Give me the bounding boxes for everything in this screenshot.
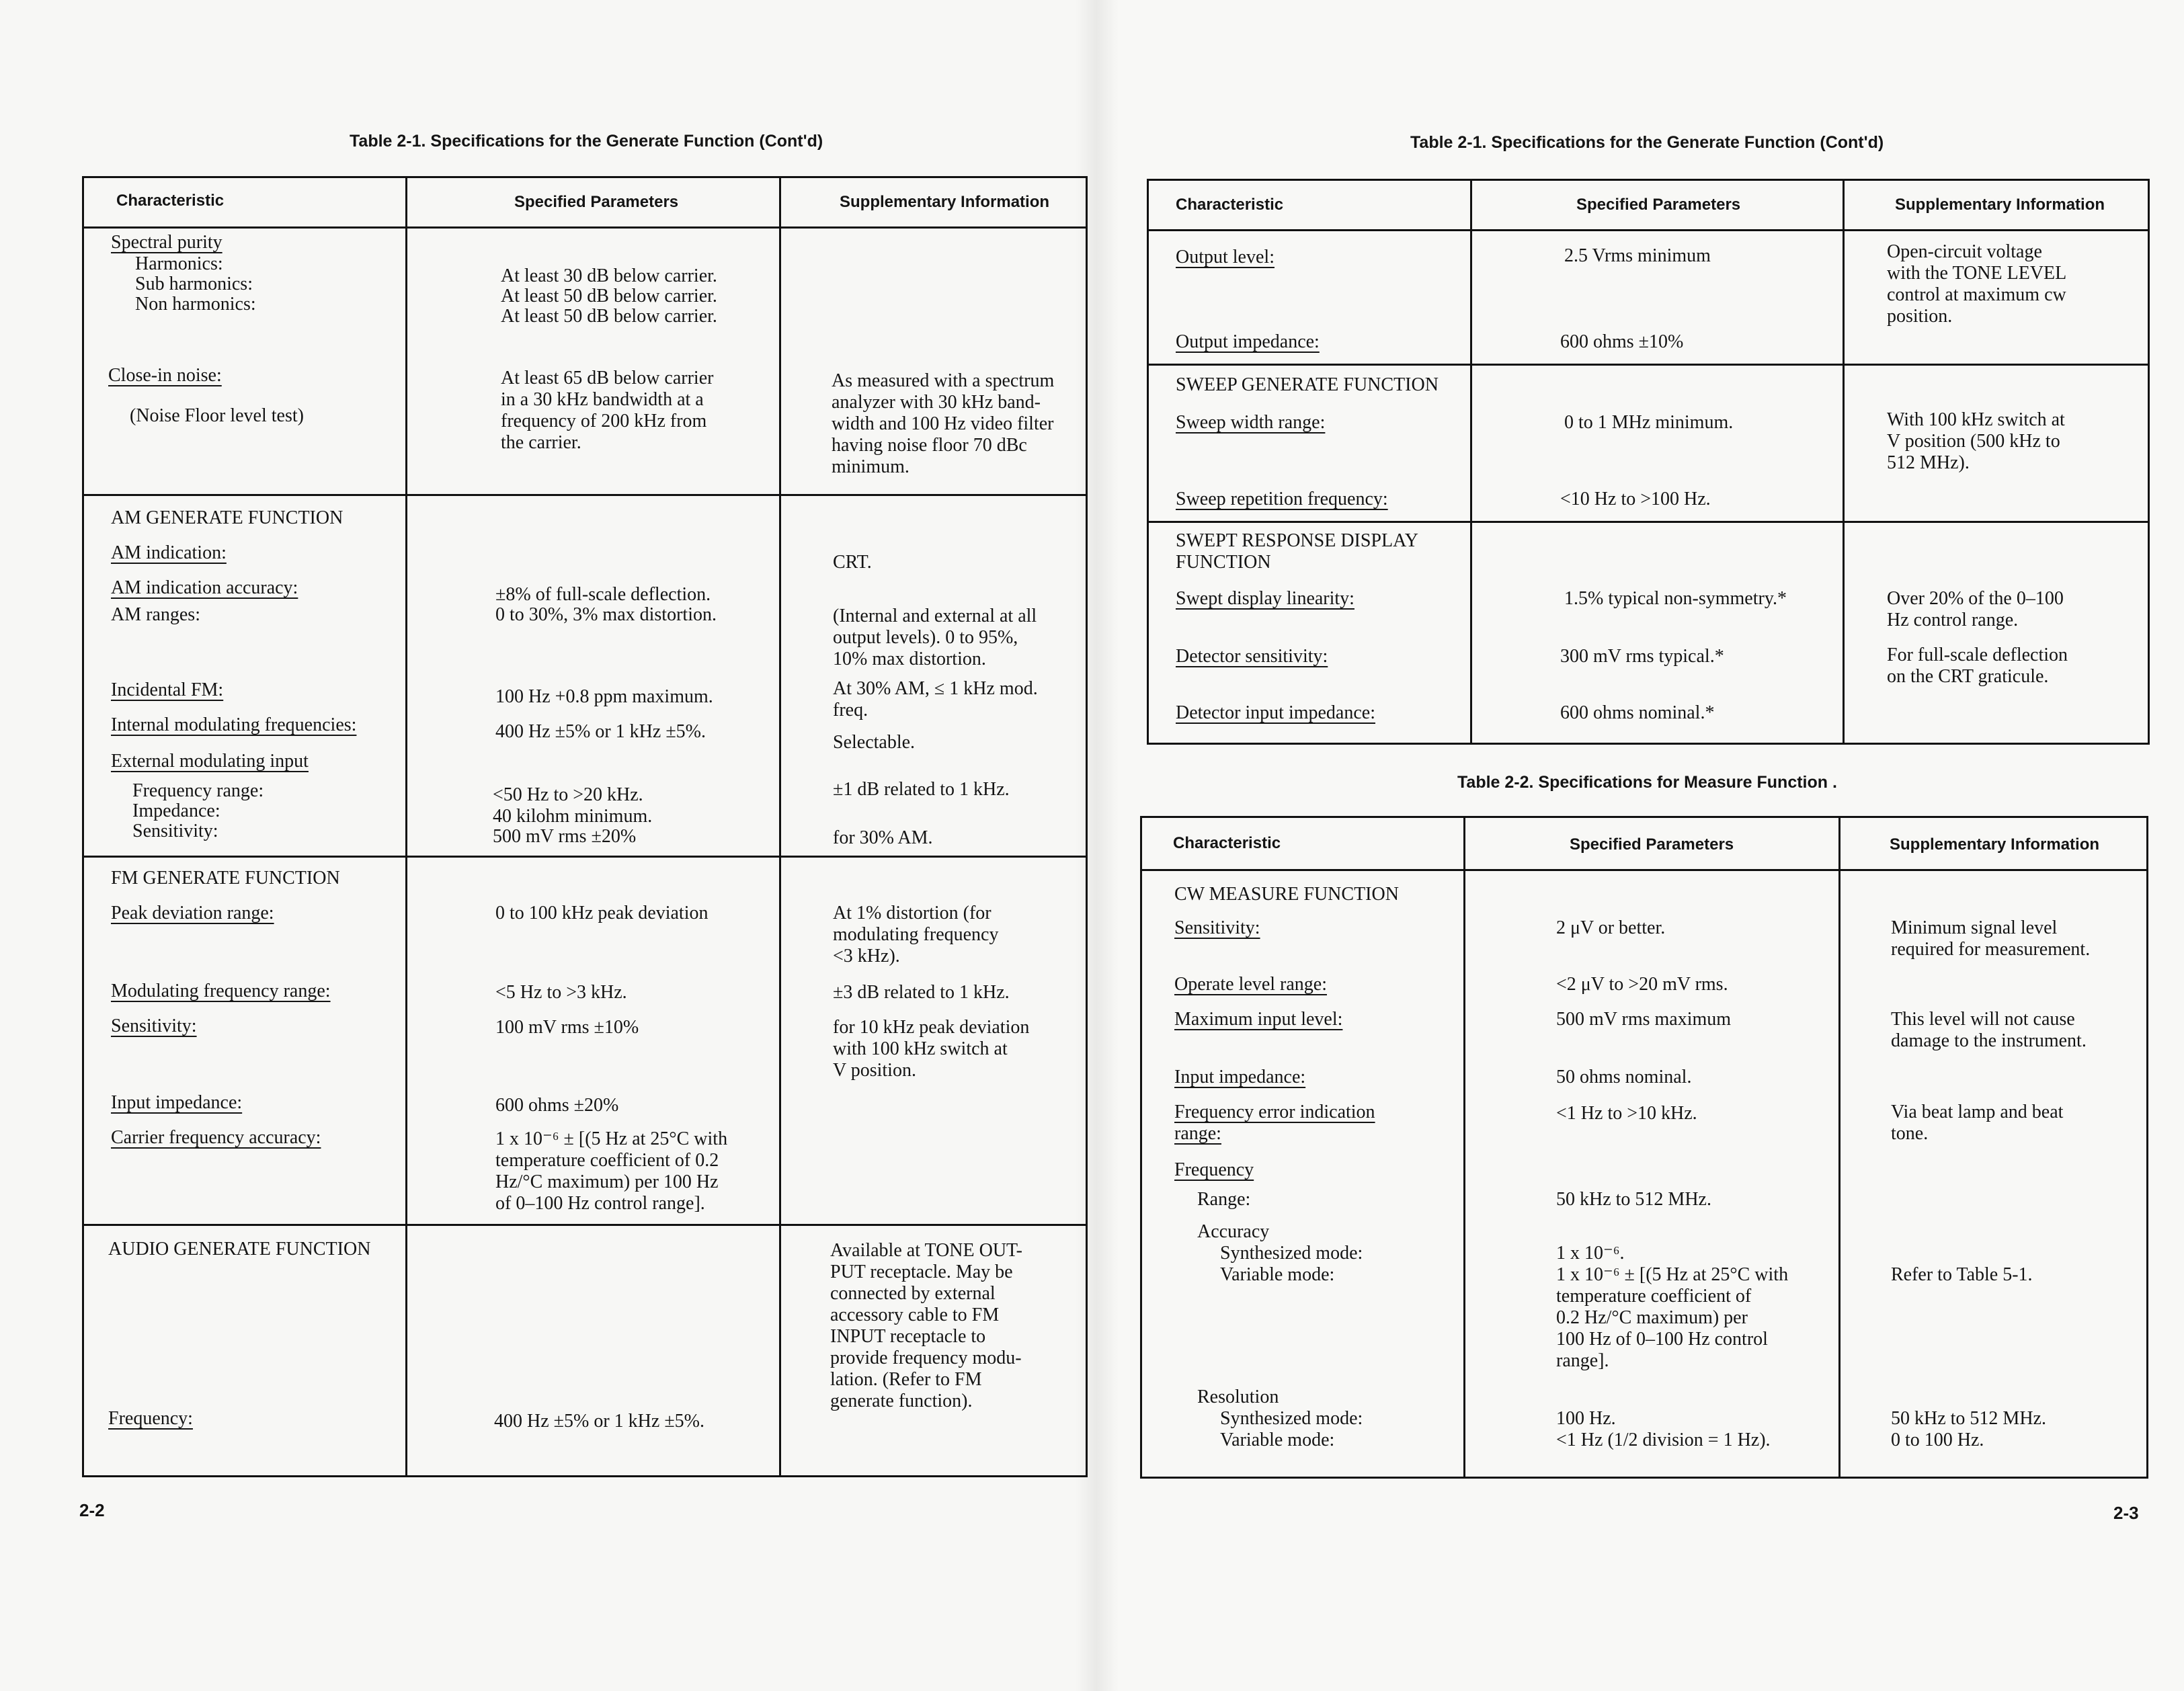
supplementary-text: ±1 dB related to 1 kHz. (833, 779, 1010, 800)
characteristic-label: Spectral purity (111, 232, 223, 253)
parameter-text: 1 x 10⁻⁶ ± [(5 Hz at 25°C with (1556, 1264, 1789, 1285)
table-title: Table 2-2. Specifications for Measure Function . (1457, 773, 1837, 792)
supplementary-text: This level will not cause (1891, 1009, 2075, 1030)
parameter-text: 0 to 1 MHz minimum. (1564, 412, 1734, 433)
characteristic-label: Sweep width range: (1176, 412, 1326, 433)
column-divider (1838, 818, 1841, 1477)
section-heading: AM GENERATE FUNCTION (111, 507, 343, 528)
header-divider (84, 226, 1086, 229)
supplementary-text: INPUT receptacle to (830, 1326, 986, 1347)
characteristic-label: Frequency: (108, 1408, 193, 1429)
parameter-text: 0.2 Hz/°C maximum) per (1556, 1307, 1748, 1328)
characteristic-label: Variable mode: (1220, 1430, 1335, 1450)
supplementary-text: for 30% AM. (833, 827, 933, 848)
supplementary-text: (Internal and external at all (833, 606, 1037, 626)
characteristic-label: External modulating input (111, 751, 309, 772)
supplementary-text: 10% max distortion. (833, 649, 986, 669)
supplementary-text: For full-scale deflection (1887, 645, 2068, 665)
characteristic-label: Variable mode: (1220, 1264, 1335, 1285)
section-divider (1149, 364, 2148, 366)
spec-table (82, 176, 1088, 1477)
parameter-text: <2 μV to >20 mV rms. (1556, 974, 1728, 995)
column-divider (1463, 818, 1465, 1477)
parameter-text: 500 mV rms maximum (1556, 1009, 1732, 1030)
characteristic-label: Input impedance: (111, 1092, 243, 1113)
parameter-text: ±8% of full-scale deflection. (495, 584, 711, 605)
parameter-text: <5 Hz to >3 kHz. (495, 982, 627, 1003)
characteristic-label: AM indication: (111, 542, 227, 563)
characteristic-label: Detector input impedance: (1176, 702, 1375, 723)
supplementary-text: V position. (833, 1060, 916, 1081)
supplementary-text: At 1% distortion (for (833, 903, 992, 923)
characteristic-label: Frequency error indication (1174, 1102, 1375, 1122)
characteristic-label: Input impedance: (1174, 1067, 1306, 1087)
supplementary-text: tone. (1891, 1123, 1929, 1144)
characteristic-label: Sweep repetition frequency: (1176, 489, 1388, 509)
parameter-text: 100 Hz of 0–100 Hz control (1556, 1329, 1768, 1350)
parameter-text: 1 x 10⁻⁶. (1556, 1243, 1625, 1264)
characteristic-label: Frequency range: (132, 780, 264, 801)
supplementary-text: CRT. (833, 552, 872, 573)
supplementary-text: minimum. (832, 456, 909, 477)
supplementary-text: Minimum signal level (1891, 917, 2058, 938)
characteristic-label: (Noise Floor level test) (130, 405, 304, 426)
supplementary-text: Refer to Table 5-1. (1891, 1264, 2033, 1285)
parameter-text: frequency of 200 kHz from (501, 411, 707, 431)
supplementary-text: ±3 dB related to 1 kHz. (833, 982, 1010, 1003)
parameter-text: 2 μV or better. (1556, 917, 1666, 938)
parameter-text: 0 to 100 kHz peak deviation (495, 903, 709, 923)
supplementary-text: V position (500 kHz to (1887, 431, 2060, 452)
characteristic-label: Sensitivity: (1174, 917, 1260, 938)
parameter-text: 600 ohms ±20% (495, 1095, 619, 1116)
spec-table (1147, 179, 2150, 745)
characteristic-label: Close-in noise: (108, 365, 222, 386)
parameter-text: 1 x 10⁻⁶ ± [(5 Hz at 25°C with (495, 1128, 728, 1149)
supplementary-text: Open-circuit voltage (1887, 241, 2042, 262)
parameter-text: At least 50 dB below carrier. (501, 306, 717, 327)
section-heading: FUNCTION (1176, 552, 1271, 573)
supplementary-text: 0 to 100 Hz. (1891, 1430, 1984, 1450)
parameter-text: <50 Hz to >20 kHz. (493, 784, 643, 805)
supplementary-text: <3 kHz). (833, 946, 900, 966)
column-divider (405, 178, 407, 1475)
supplementary-text: provide frequency modu- (830, 1348, 1022, 1368)
parameter-text: 600 ohms ±10% (1560, 331, 1684, 352)
parameter-text: 300 mV rms typical.* (1560, 646, 1724, 667)
parameter-text: in a 30 kHz bandwidth at a (501, 389, 704, 410)
characteristic-label: Internal modulating frequencies: (111, 714, 357, 735)
supplementary-text: Available at TONE OUT- (830, 1240, 1022, 1261)
characteristic-label: Impedance: (132, 800, 220, 821)
supplementary-text: lation. (Refer to FM (830, 1369, 982, 1390)
page-gutter (1076, 0, 1119, 1691)
parameter-text: 600 ohms nominal.* (1560, 702, 1715, 723)
characteristic-label: Peak deviation range: (111, 903, 274, 923)
supplementary-text: accessory cable to FM (830, 1305, 1000, 1325)
characteristic-label: Range: (1197, 1189, 1251, 1210)
column-divider (1843, 181, 1845, 743)
section-divider (1149, 521, 2148, 523)
section-divider (84, 494, 1086, 496)
supplementary-text: 512 MHz). (1887, 452, 1970, 473)
column-header: Supplementary Information (1890, 835, 2100, 854)
column-header: Characteristic (1173, 834, 1281, 852)
parameter-text: 50 ohms nominal. (1556, 1067, 1692, 1087)
supplementary-text: connected by external (830, 1283, 996, 1304)
supplementary-text: for 10 kHz peak deviation (833, 1017, 1030, 1038)
characteristic-label: Sensitivity: (111, 1016, 197, 1036)
parameter-text: temperature coefficient of (1556, 1286, 1752, 1307)
page-number: 2-2 (79, 1500, 105, 1520)
supplementary-text: Via beat lamp and beat (1891, 1102, 2064, 1122)
parameter-text: <10 Hz to >100 Hz. (1560, 489, 1711, 509)
supplementary-text: freq. (833, 700, 868, 720)
supplementary-text: required for measurement. (1891, 939, 2091, 960)
column-divider (779, 178, 781, 1475)
column-header: Specified Parameters (1576, 196, 1741, 214)
supplementary-text: on the CRT graticule. (1887, 666, 2049, 687)
parameter-text: At least 30 dB below carrier. (501, 265, 717, 286)
parameter-text: At least 65 dB below carrier (501, 368, 714, 388)
parameter-text: 500 mV rms ±20% (493, 826, 637, 847)
supplementary-text: Hz control range. (1887, 610, 2019, 630)
parameter-text: 400 Hz ±5% or 1 kHz ±5%. (495, 721, 706, 742)
parameter-text: 100 Hz +0.8 ppm maximum. (495, 686, 713, 707)
section-divider (84, 1224, 1086, 1226)
characteristic-label: Synthesized mode: (1220, 1243, 1363, 1264)
parameter-text: temperature coefficient of 0.2 (495, 1150, 719, 1171)
supplementary-text: At 30% AM, ≤ 1 kHz mod. (833, 678, 1038, 699)
section-heading: FM GENERATE FUNCTION (111, 868, 340, 889)
characteristic-label: Operate level range: (1174, 974, 1327, 995)
characteristic-label: Harmonics: (135, 253, 223, 274)
table-title: Table 2-1. Specifications for the Generate Function (Cont'd) (1410, 133, 1884, 152)
parameter-text: 50 kHz to 512 MHz. (1556, 1189, 1711, 1210)
column-header: Characteristic (116, 192, 225, 210)
characteristic-label: Sensitivity: (132, 821, 218, 841)
supplementary-text: 50 kHz to 512 MHz. (1891, 1408, 2046, 1429)
supplementary-text: having noise floor 70 dBc (832, 435, 1027, 456)
parameter-text: the carrier. (501, 432, 581, 453)
characteristic-label: Frequency (1174, 1159, 1254, 1180)
parameter-text: Hz/°C maximum) per 100 Hz (495, 1171, 719, 1192)
characteristic-label: Accuracy (1197, 1221, 1270, 1242)
supplementary-text: Over 20% of the 0–100 (1887, 588, 2064, 609)
supplementary-text: control at maximum cw (1887, 284, 2066, 305)
parameter-text: 100 Hz. (1556, 1408, 1616, 1429)
table-title: Table 2-1. Specifications for the Generate Function (Cont'd) (350, 132, 823, 151)
supplementary-text: output levels). 0 to 95%, (833, 627, 1018, 648)
characteristic-label: AM ranges: (111, 604, 200, 625)
parameter-text: At least 50 dB below carrier. (501, 286, 717, 306)
supplementary-text: As measured with a spectrum (832, 370, 1055, 391)
supplementary-text: modulating frequency (833, 924, 999, 945)
header-divider (1142, 869, 2146, 871)
supplementary-text: analyzer with 30 kHz band- (832, 392, 1041, 413)
supplementary-text: position. (1887, 306, 1953, 327)
characteristic-label: Detector sensitivity: (1176, 646, 1328, 667)
characteristic-label: range: (1174, 1123, 1221, 1144)
supplementary-text: With 100 kHz switch at (1887, 409, 2065, 430)
supplementary-text: damage to the instrument. (1891, 1030, 2087, 1051)
section-heading: SWEEP GENERATE FUNCTION (1176, 374, 1439, 395)
column-header: Characteristic (1176, 196, 1284, 214)
characteristic-label: Output impedance: (1176, 331, 1320, 352)
parameter-text: <1 Hz to >10 kHz. (1556, 1103, 1697, 1124)
parameter-text: of 0–100 Hz control range]. (495, 1193, 705, 1214)
characteristic-label: AM indication accuracy: (111, 577, 298, 598)
supplementary-text: generate function). (830, 1391, 973, 1411)
parameter-text: <1 Hz (1/2 division = 1 Hz). (1556, 1430, 1771, 1450)
supplementary-text: with the TONE LEVEL (1887, 263, 2067, 284)
parameter-text: 400 Hz ±5% or 1 kHz ±5%. (494, 1411, 705, 1432)
supplementary-text: with 100 kHz switch at (833, 1038, 1008, 1059)
header-divider (1149, 229, 2148, 231)
column-divider (1470, 181, 1472, 743)
characteristic-label: Carrier frequency accuracy: (111, 1127, 321, 1148)
characteristic-label: Non harmonics: (135, 294, 256, 315)
parameter-text: 1.5% typical non-symmetry.* (1564, 588, 1787, 609)
characteristic-label: Modulating frequency range: (111, 981, 331, 1001)
section-divider (84, 856, 1086, 858)
supplementary-text: Selectable. (833, 732, 916, 753)
parameter-text: range]. (1556, 1350, 1609, 1371)
characteristic-label: Sub harmonics: (135, 274, 253, 294)
supplementary-text: PUT receptacle. May be (830, 1262, 1013, 1282)
page-number: 2-3 (2113, 1503, 2139, 1523)
column-header: Supplementary Information (1895, 196, 2105, 214)
parameter-text: 2.5 Vrms minimum (1564, 245, 1711, 266)
measure-spec-table (1140, 816, 2148, 1479)
parameter-text: 100 mV rms ±10% (495, 1017, 639, 1038)
section-heading: SWEPT RESPONSE DISPLAY (1176, 530, 1418, 551)
column-header: Specified Parameters (1570, 835, 1734, 854)
characteristic-label: Resolution (1197, 1387, 1279, 1407)
parameter-text: 40 kilohm minimum. (493, 806, 653, 827)
supplementary-text: width and 100 Hz video filter (832, 413, 1054, 434)
characteristic-label: Synthesized mode: (1220, 1408, 1363, 1429)
section-heading: AUDIO GENERATE FUNCTION (108, 1239, 371, 1260)
characteristic-label: Swept display linearity: (1176, 588, 1354, 609)
characteristic-label: Output level: (1176, 247, 1275, 267)
column-header: Specified Parameters (514, 193, 679, 211)
column-header: Supplementary Information (840, 193, 1050, 211)
section-heading: CW MEASURE FUNCTION (1174, 884, 1399, 905)
right-page (1097, 0, 2184, 1691)
characteristic-label: Incidental FM: (111, 679, 224, 700)
parameter-text: 0 to 30%, 3% max distortion. (495, 604, 717, 625)
characteristic-label: Maximum input level: (1174, 1009, 1343, 1030)
